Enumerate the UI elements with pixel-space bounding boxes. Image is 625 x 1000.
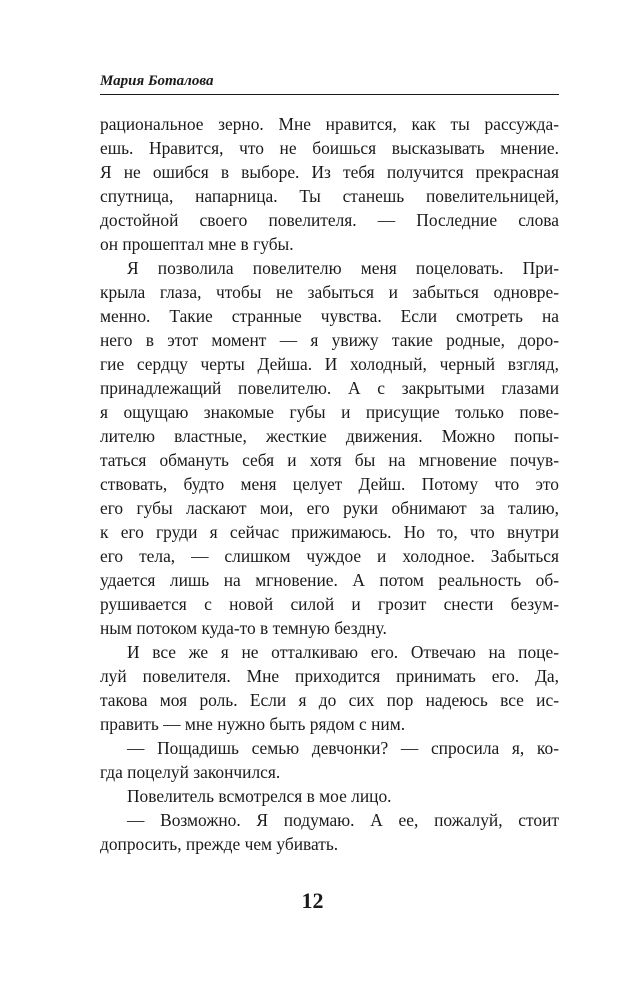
text-line: ным потоком куда-то в темную бездну. (100, 618, 387, 638)
text-line: гда поцелуй закончился. (100, 762, 281, 782)
text-line: лителю властные, жесткие движения. Можно попы- (100, 426, 559, 446)
text-line: Повелитель всмотрелся в мое лицо. (127, 786, 392, 806)
text-line: крыла глаза, чтобы не забыться и забыться одновре- (100, 282, 559, 302)
text-line: Я не ошибся в выборе. Из тебя получится прекрасная (100, 162, 559, 182)
text-line: менно. Такие странные чувства. Если смотреть на (100, 306, 559, 326)
header-rule (100, 94, 559, 95)
text-line: править — мне нужно быть рядом с ним. (100, 714, 406, 734)
text-line: такова моя роль. Если я до сих пор надеюсь все ис- (100, 690, 559, 710)
text-line: И все же я не отталкиваю его. Отвечаю на поце- (127, 642, 559, 662)
text-line: допросить, прежде чем убивать. (100, 834, 339, 854)
text-line: к его груди я сейчас прижимаюсь. Но то, что внутри (100, 522, 559, 542)
text-line: луй повелителя. Мне приходится принимать его. Да, (100, 666, 559, 686)
text-line: его губы ласкают мои, его руки обнимают за талию, (100, 498, 559, 518)
running-head-author: Мария Боталова (100, 73, 214, 89)
text-line: удается лишь на мгновение. А потом реальность об- (100, 570, 559, 590)
text-line: ешь. Нравится, что не боишься высказывать мнение. (100, 138, 559, 158)
text-line: — Пощадишь семью девчонки? — спросила я, ко- (127, 738, 559, 758)
text-line: он прошептал мне в губы. (100, 234, 294, 254)
text-line: рушивается с новой силой и грозит снести безум- (100, 594, 559, 614)
text-line: ствовать, будто меня целует Дейш. Потому что это (100, 474, 559, 494)
text-line: таться обмануть себя и хотя бы на мгновение почув- (100, 450, 559, 470)
text-line: него в этот момент — я увижу такие родные, доро- (100, 330, 559, 350)
text-line: принадлежащий повелителю. А с закрытыми глазами (100, 378, 559, 398)
text-line: гие сердцу черты Дейша. И холодный, черный взгляд, (100, 354, 559, 374)
text-line: достойной своего повелителя. — Последние слова (100, 210, 559, 230)
text-line: спутница, напарница. Ты станешь повелительницей, (100, 186, 559, 206)
text-line: — Возможно. Я подумаю. А ее, пожалуй, стоит (127, 810, 559, 830)
page-number: 12 (301, 888, 324, 913)
text-line: Я позволила повелителю меня поцеловать. При- (127, 258, 559, 278)
text-line: его тела, — слишком чуждое и холодное. Забыться (100, 546, 559, 566)
text-line: рациональное зерно. Мне нравится, как ты рассужда- (100, 114, 559, 134)
text-line: я ощущаю знакомые губы и присущие только пове- (100, 402, 559, 422)
body-text (100, 112, 559, 856)
